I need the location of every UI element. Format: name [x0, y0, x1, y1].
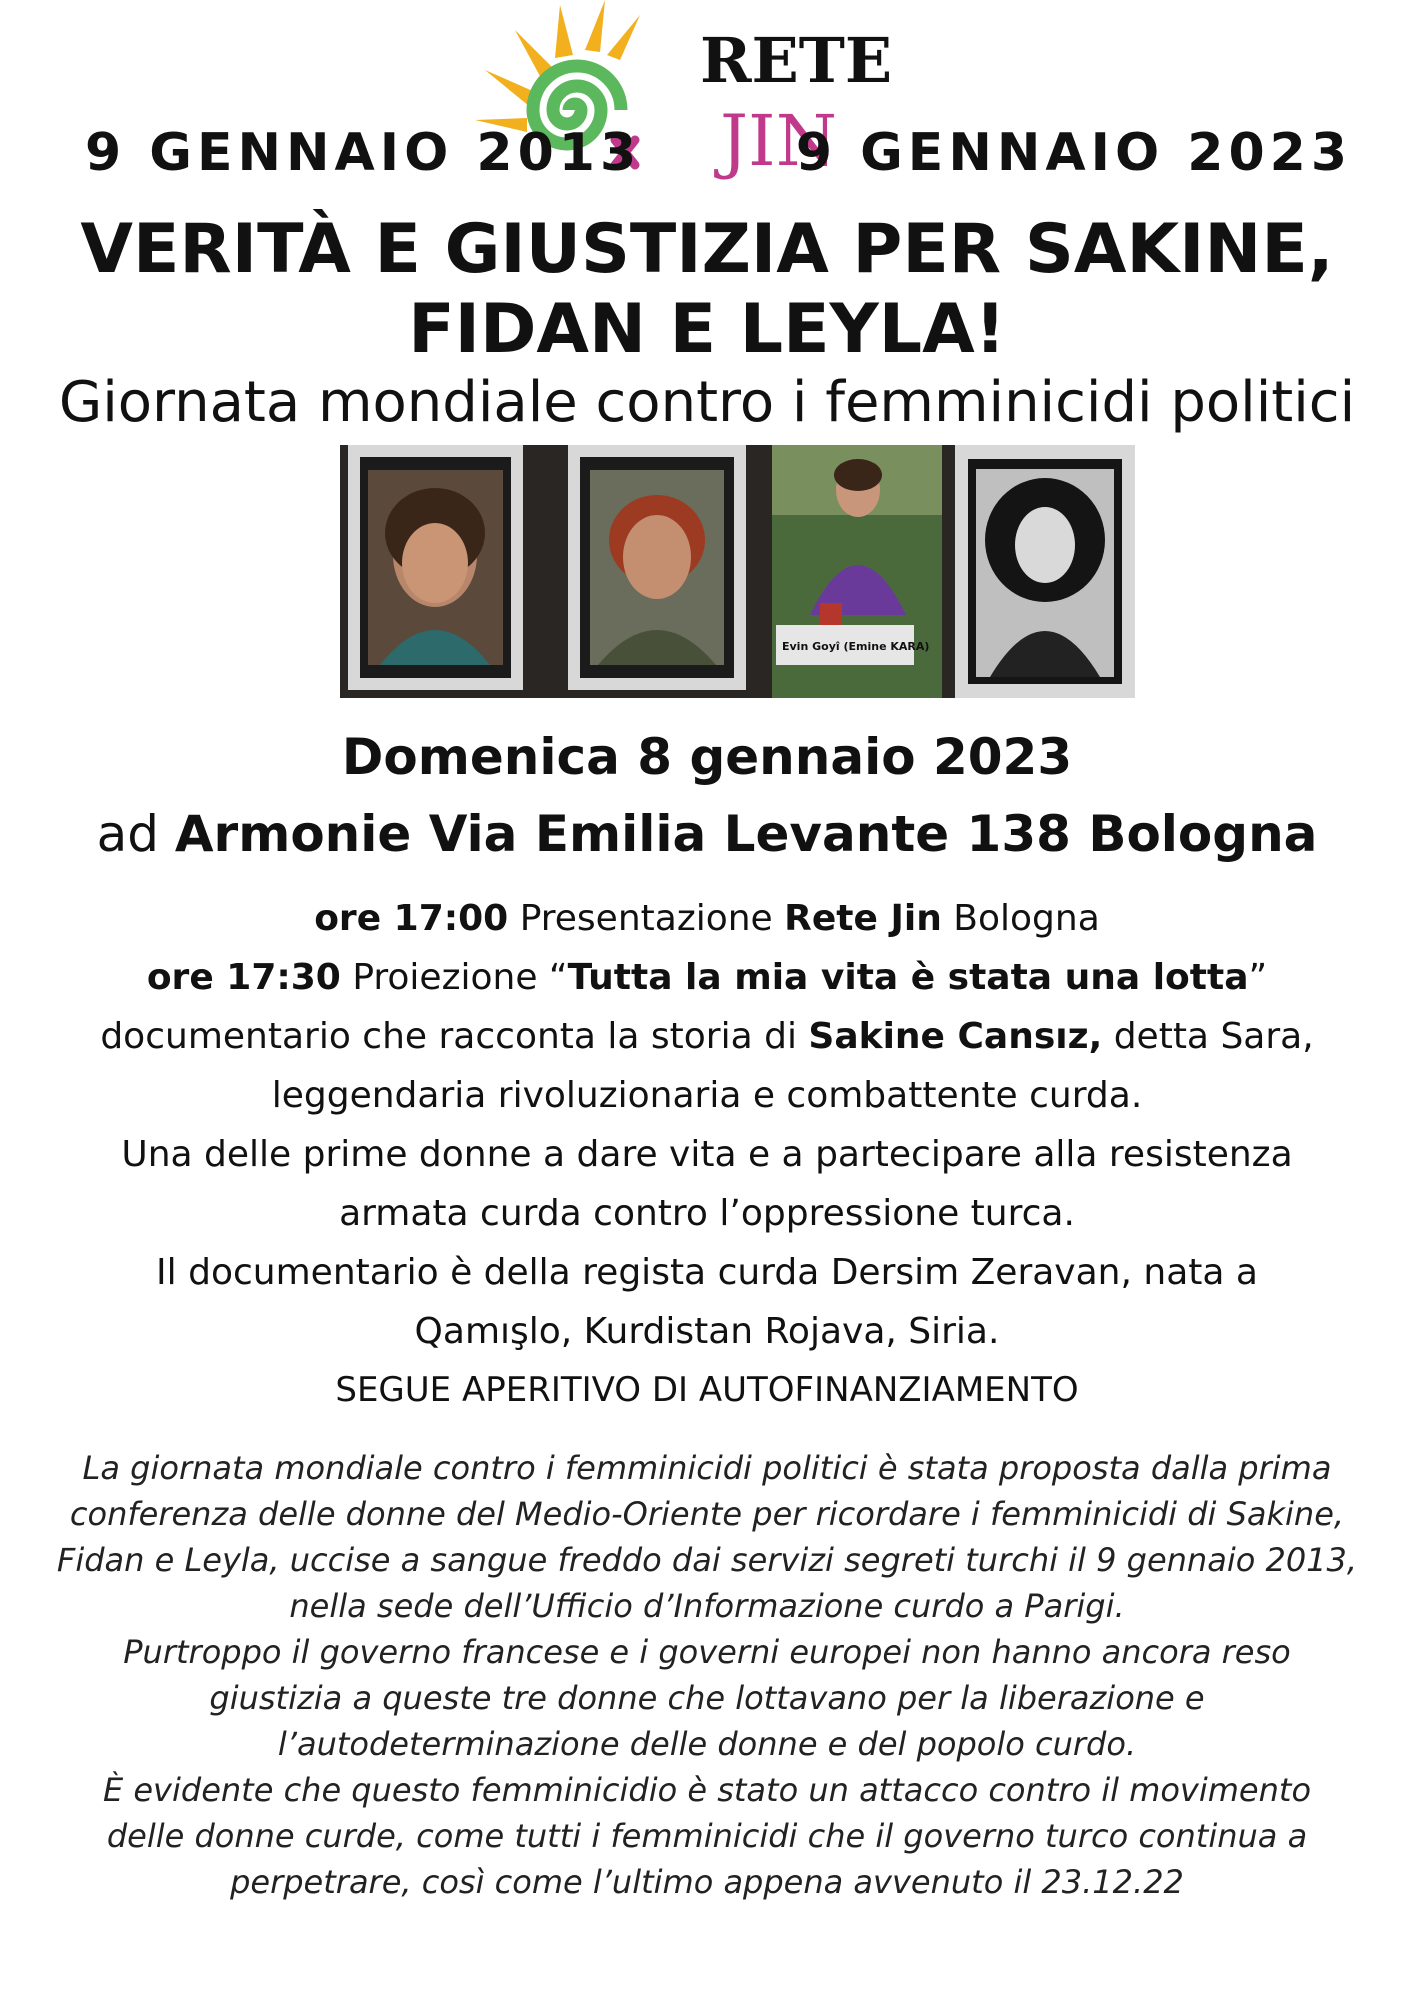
program-text: Proiezione “ — [352, 957, 568, 998]
headline — [0, 210, 1414, 370]
portrait-frame-2 — [568, 445, 746, 690]
photo-caption: Evin Goyî (Emine KARA) — [782, 640, 930, 653]
program-time-2: ore 17:30 — [146, 957, 341, 998]
headline-line-2: FIDAN E LEYLA! — [408, 290, 1006, 369]
program-line-3 — [0, 1007, 1414, 1066]
program-text: documentario che racconta la storia di — [100, 1016, 797, 1057]
event-location — [0, 805, 1414, 863]
location-place: Armonie Via Emilia Levante 138 Bologna — [174, 805, 1318, 863]
note-line: l’autodeterminazione delle donne e del popolo curdo. — [277, 1725, 1137, 1763]
program-line-1 — [0, 889, 1414, 948]
logo-jin-text: JIN — [720, 100, 837, 182]
program-text: ” — [1248, 957, 1268, 998]
location-prefix: ad — [96, 805, 159, 863]
program-time-1: ore 17:00 — [314, 898, 509, 939]
date-right: 9 GENNAIO 2023 — [795, 123, 1352, 183]
program-line-6: armata curda contro l’oppressione turca. — [339, 1193, 1075, 1234]
program-text: Presentazione — [519, 898, 773, 939]
note-line: È evidente che questo femminicidio è stato un attacco contro il movimento — [102, 1771, 1312, 1809]
date-left: 9 GENNAIO 2013 — [85, 123, 642, 183]
portrait-frame-4 — [955, 445, 1135, 698]
photo-illustration — [340, 445, 1135, 698]
program-line-2 — [0, 948, 1414, 1007]
memorial-photo — [340, 445, 1135, 698]
film-title: Tutta la mia vita è stata una lotta — [567, 957, 1249, 998]
headline-line-1: VERITÀ E GIUSTIZIA PER SAKINE, — [80, 210, 1334, 289]
background-note — [40, 1445, 1374, 1905]
portrait-frame-1 — [348, 445, 523, 690]
note-line: nella sede dell’Ufficio d’Informazione curdo a Parigi. — [289, 1587, 1125, 1625]
note-line: delle donne curde, come tutti i femminicidi che il governo turco continua a — [106, 1817, 1308, 1855]
program-line-4: leggendaria rivoluzionaria e combattente curda. — [271, 1075, 1143, 1116]
portrait-photo-3 — [772, 445, 942, 698]
note-line: La giornata mondiale contro i femminicidi politici è stata proposta dalla prima — [82, 1449, 1332, 1487]
program-line-9: SEGUE APERITIVO DI AUTOFINANZIAMENTO — [335, 1370, 1079, 1410]
note-line: conferenza delle donne del Medio-Oriente per ricordare i femminicidi di Sakine, — [69, 1495, 1345, 1533]
program-line-5: Una delle prime donne a dare vita e a partecipare alla resistenza — [121, 1134, 1293, 1175]
logo-rete-text: RETE — [700, 24, 893, 97]
program-line-8: Qamışlo, Kurdistan Rojava, Siria. — [414, 1311, 1000, 1352]
note-line: perpetrare, così come l’ultimo appena avvenuto il 23.12.22 — [230, 1863, 1184, 1901]
subtitle: Giornata mondiale contro i femminicidi politici — [58, 370, 1356, 435]
program-line-7: Il documentario è della regista curda Dersim Zeravan, nata a — [156, 1252, 1258, 1293]
event-date: Domenica 8 gennaio 2023 — [341, 728, 1073, 786]
program — [0, 889, 1414, 1420]
note-line: Fidan e Leyla, uccise a sangue freddo dai servizi segreti turchi il 9 gennaio 2013, — [56, 1541, 1358, 1579]
note-line: giustizia a queste tre donne che lottavano per la liberazione e — [209, 1679, 1205, 1717]
program-bold: Sakine Cansız, — [808, 1016, 1103, 1057]
program-text: detta Sara, — [1113, 1016, 1314, 1057]
note-line: Purtroppo il governo francese e i governi europei non hanno ancora reso — [123, 1633, 1291, 1671]
program-bold: Rete Jin — [784, 898, 942, 939]
program-text: Bologna — [953, 898, 1100, 939]
